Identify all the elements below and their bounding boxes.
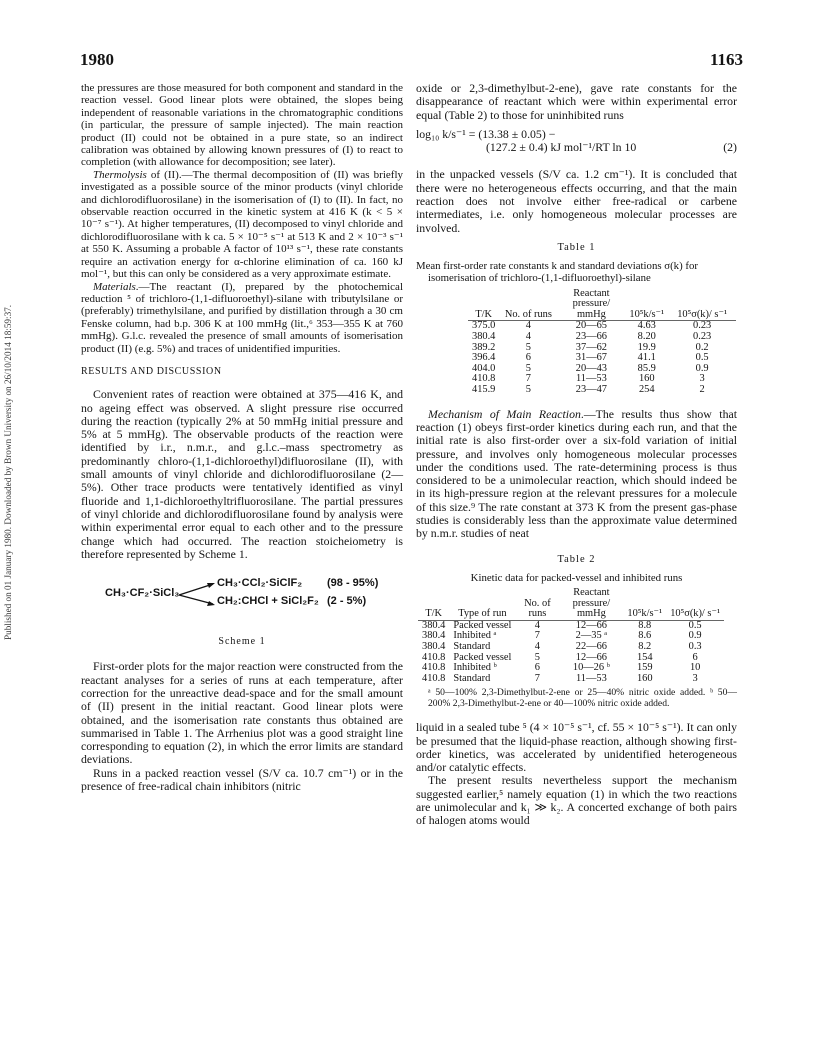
scheme-label: Scheme 1 bbox=[218, 636, 266, 648]
scheme-reactant: CH₃·CF₂·SiCl₃ bbox=[105, 587, 180, 600]
table-cell: Packed vessel bbox=[453, 619, 512, 631]
paragraph-convenient-rates: Convenient rates of reaction were obtained at 375—416 K, and no ageing effect was observed. A slight pressure rise occurred during the reaction (typically 2% at 50 mmHg initial pressure and 5% at 5 mmHg). The observable products of the reaction were identified by i.r., n.m.r., and g.l.c.–mass spectrometry as predominantly chloro-(1,1-dichloroethyl)difluorosilane (II), with small amounts of vinyl chloride and dichlorodifluorosilane (2—5%). Other trace products were tentatively identified as vinyl fluoride and 1,1-dichloroethyltrifluorosilane. The partial pressures of vinyl chloride and dichlorodifluorosilane found by analysis were within experimental error equal to each other and to the pressure change which had occurred. The reaction stoicheiometry is therefore represented by Scheme 1. bbox=[81, 387, 403, 561]
table2-body bbox=[418, 620, 724, 684]
table2-header: No. of runs bbox=[515, 588, 559, 620]
table-cell: 415.9 bbox=[472, 384, 496, 396]
table-cell: 5 bbox=[534, 651, 540, 663]
scheme-yield-main: (98 - 95%) bbox=[327, 577, 379, 590]
table-cell: 160 bbox=[638, 373, 655, 385]
table-cell: 4 bbox=[534, 619, 540, 631]
table2-header: 10⁵σ(k)/ s⁻¹ bbox=[666, 588, 724, 620]
table-cell: 8.6 bbox=[638, 630, 652, 642]
table-cell: 6 bbox=[534, 662, 540, 674]
arrhenius-equation bbox=[416, 128, 737, 155]
table-cell: 0.9 bbox=[695, 362, 709, 374]
table2-header: Type of run bbox=[449, 588, 515, 620]
table-cell: 22—66 bbox=[575, 641, 607, 653]
table-cell: 0.3 bbox=[688, 641, 702, 653]
paragraph-conclusion: in the unpacked vessels (S/V ca. 1.2 cm⁻¹). It is concluded that there were no heterogeneous effects occurring, and that the main reaction does not involve either free-radical or carbene intermediates, i.e. only homogeneous molecular processes are involved. bbox=[416, 167, 737, 235]
paragraph-packed-runs: Runs in a packed reaction vessel (S/V ca. 10.7 cm⁻¹) or in the presence of free-radical chain inhibitors (nitric bbox=[81, 765, 403, 794]
table1-header: No. of runs bbox=[499, 289, 557, 321]
table-row bbox=[418, 674, 724, 685]
table-cell: 380.4 bbox=[422, 641, 446, 653]
table1-header: 10⁵σ(k)/ s⁻¹ bbox=[668, 289, 736, 321]
table-cell: 0.5 bbox=[695, 352, 709, 364]
table1-title: Table 1 bbox=[557, 241, 596, 253]
table-cell: 380.4 bbox=[472, 331, 496, 343]
table-cell: 41.1 bbox=[637, 352, 656, 364]
table-cell: 0.5 bbox=[688, 619, 702, 631]
table-cell: 3 bbox=[699, 373, 705, 385]
table-cell: 7 bbox=[534, 630, 540, 642]
table-cell: 8.2 bbox=[638, 641, 652, 653]
table2-header: T/K bbox=[418, 588, 449, 620]
table-cell: 0.2 bbox=[695, 341, 709, 353]
scheme-product-main: CH₃·CCl₂·SiClF₂ bbox=[217, 577, 303, 590]
table1-header: 10⁵k/s⁻¹ bbox=[625, 289, 668, 321]
table-cell: 4 bbox=[525, 320, 531, 332]
download-watermark-text: Published on 01 January 1980. Downloaded by Brown University on 26/10/2014 18:59:37. bbox=[3, 304, 13, 640]
table1-caption: Mean first-order rate constants k and standard deviations σ(k) for isomerisation of trichloro-(1,1-difluoroethyl)-silane bbox=[416, 260, 698, 285]
equation-number: (2) bbox=[723, 140, 737, 155]
table-cell: 375.0 bbox=[472, 320, 496, 332]
table1 bbox=[468, 289, 736, 396]
paragraph-materials bbox=[81, 281, 403, 355]
table-cell: 6 bbox=[525, 352, 531, 364]
table-cell: 410.8 bbox=[422, 672, 446, 684]
left-column bbox=[81, 82, 403, 793]
table-cell: 11—53 bbox=[575, 672, 607, 684]
thermolysis-heading: Thermolysis bbox=[93, 168, 147, 181]
table-cell: 37—62 bbox=[575, 341, 607, 353]
table-cell: 20—65 bbox=[575, 320, 607, 332]
table2 bbox=[418, 588, 724, 684]
table2-header: 10⁵k/s⁻¹ bbox=[623, 588, 666, 620]
table-cell: 85.9 bbox=[637, 362, 656, 374]
table-cell: 23—66 bbox=[575, 331, 607, 343]
table-cell: 410.8 bbox=[422, 662, 446, 674]
table-cell: Standard bbox=[453, 672, 491, 684]
table-cell: 404.0 bbox=[472, 362, 496, 374]
materials-body: .—The reactant (I), prepared by the photochemical reduction ⁵ of trichloro-(1,1-difluoroethyl)-silane with tributylsilane or (preferably) trimethylsilane, and purified by distillation through a 30 cm Fenske column, had b.p. 306 K at 100 mmHg (lit.,⁶ 353—355 K at 760 mmHg). G.l.c. revealed the presence of small amounts of isomerisation product (II) (e.g. 5%) and traces of unidentified impurities. bbox=[81, 280, 403, 355]
table-cell: 5 bbox=[525, 384, 531, 396]
table-cell: 3 bbox=[692, 672, 698, 684]
table-cell: 0.23 bbox=[693, 331, 712, 343]
table-cell: 4 bbox=[525, 331, 531, 343]
mechanism-heading: Mechanism of Main Reaction bbox=[428, 406, 581, 421]
table-cell: 5 bbox=[525, 362, 531, 374]
table-cell: 6 bbox=[692, 651, 698, 663]
table-cell: 4 bbox=[534, 641, 540, 653]
table-cell: 10—26 ᵇ bbox=[572, 662, 610, 674]
right-column bbox=[416, 82, 737, 828]
section-heading: RESULTS AND DISCUSSION bbox=[81, 365, 222, 377]
table-cell: 11—53 bbox=[575, 373, 607, 385]
table-cell: 5 bbox=[525, 341, 531, 353]
table-cell: 154 bbox=[636, 651, 653, 663]
table-cell: Inhibited ᵇ bbox=[453, 662, 497, 674]
paragraph-liquid-phase: liquid in a sealed tube ⁵ (4 × 10⁻⁵ s⁻¹, cf. 55 × 10⁻⁵ s⁻¹). It can only be presumed that the liquid-phase reaction, although showing first-order kinetics, was accelerated by unidentified heterogeneous and/or catalytic effects. bbox=[416, 720, 737, 775]
table2-caption: Kinetic data for packed-vessel and inhibited runs bbox=[470, 571, 683, 584]
scheme-yield-minor: (2 - 5%) bbox=[327, 595, 367, 608]
table-cell: Packed vessel bbox=[453, 651, 512, 663]
table-cell: 410.8 bbox=[422, 651, 446, 663]
table-cell: Standard bbox=[453, 641, 491, 653]
table-cell: 12—66 bbox=[575, 651, 607, 663]
table-cell: 2—35 ᵃ bbox=[575, 630, 608, 642]
table2-footnote: ᵃ 50—100% 2,3-Dimethylbut-2-ene or 25—40% nitric oxide added. ᵇ 50—200% 2,3-Dimethylbut-2-ene or 40—100% nitric oxide added. bbox=[428, 687, 737, 709]
table-cell: 410.8 bbox=[472, 373, 496, 385]
table-cell: 380.4 bbox=[422, 630, 446, 642]
table-cell: 12—66 bbox=[575, 619, 607, 631]
table-cell: 31—67 bbox=[575, 352, 607, 364]
paragraph-inhibited-runs: oxide or 2,3-dimethylbut-2-ene), gave rate constants for the disappearance of reactant which were within experimental error equal (Table 2) to those for uninhibited runs bbox=[416, 81, 737, 122]
table-cell: 2 bbox=[699, 384, 705, 396]
table-cell: 20—43 bbox=[575, 362, 607, 374]
table-cell: 7 bbox=[525, 373, 531, 385]
equation-line-1: log₁₀ k/s⁻¹ = (13.38 ± 0.05) − bbox=[416, 126, 556, 141]
materials-heading: Materials bbox=[93, 280, 136, 293]
table-row bbox=[468, 385, 736, 396]
table-cell: 396.4 bbox=[472, 352, 496, 364]
mechanism-body: .—The results thus show that reaction (1) obeys first-order kinetics during each run, and that the initial rate is also first-order over a six-fold variation of initial pressure, and involves only homogeneous molecular processes under the conditions used. The rate-determining process is thus considered to be a unimolecular reaction, which should indeed be in its high-pressure region at the relevant pressures for a molecule of this size.⁹ The rate constant at 373 K from the present gas-phase studies is considerably less than the approximate value determined by n.m.r. studies of neat bbox=[416, 406, 737, 541]
scheme-arrows bbox=[177, 575, 217, 615]
table2-header: Reactant pressure/ mmHg bbox=[559, 588, 623, 620]
paragraph-mechanism-support: The present results nevertheless support the mechanism suggested earlier,⁵ namely equation (1) in which the two reactions are unimolecular and k₁ ≫ k₂. A concerted exchange of both pairs of halogen atoms would bbox=[416, 773, 737, 828]
thermolysis-body: of (II).—The thermal decomposition of (II) was briefly investigated as a possible source of the minor products (vinyl chloride and dichlorodifluorosilane) in the isomerisation of (I) to (II). In fact, no observable reaction occurred in the kinetic system at 416 K (k < 5 × 10⁻⁷ s⁻¹). At higher temperatures, (II) decomposed to vinyl chloride and dichlorodifluorosilane with k ca. 5 × 10⁻⁵ s⁻¹ at 513 K and 2 × 10⁻³ s⁻¹ at 550 K. Assuming a probable A factor of 10¹³ s⁻¹, these rate constants require an activation energy for α-chlorine elimination of ca. 160 kJ mol⁻¹, but this can only be considered as a very approximate estimate. bbox=[81, 168, 403, 281]
table-cell: 0.23 bbox=[693, 320, 712, 332]
table-cell: 10 bbox=[689, 662, 701, 674]
paragraph-first-order-plots: First-order plots for the major reaction were constructed from the reactant analyses for a series of runs at each temperature, after correction for the unreactive dead-space and for the small amount of (II) present in the initial reactant. Good linear plots were obtained, and the isomerisation rate constants thus obtained are summarised in Table 1. The Arrhenius plot was a good straight line corresponding to equation (2), in which the error limits are standard deviations. bbox=[81, 659, 403, 767]
paragraph-thermolysis bbox=[81, 169, 403, 281]
table-cell: 7 bbox=[534, 672, 540, 684]
paragraph-pressures: the pressures are those measured for both component and standard in the reaction vessel. Good linear plots were obtained, the slopes being independent of reasonable variations in the chromatographic conditions (in particular, the pressure of sample injected). The main reaction product (II) could not be obtained in a pure state, so an indirect calibration was obtained by allowing known pressures of (I) to react to completion (with allowance for decomposition; see later). bbox=[81, 82, 403, 169]
page-number: 1163 bbox=[709, 50, 743, 69]
table-cell: 159 bbox=[636, 662, 653, 674]
equation-line-2: (127.2 ± 0.4) kJ mol⁻¹/RT ln 10 bbox=[486, 140, 637, 155]
table-cell: 389.2 bbox=[472, 341, 496, 353]
table-cell: 0.9 bbox=[688, 630, 702, 642]
table-cell: 19.9 bbox=[637, 341, 656, 353]
table-cell: 160 bbox=[636, 672, 653, 684]
table-cell: 254 bbox=[638, 384, 655, 396]
table-cell: 4.63 bbox=[637, 320, 656, 332]
paragraph-mechanism bbox=[416, 408, 737, 541]
table-cell: 380.4 bbox=[422, 619, 446, 631]
table-cell: 8.8 bbox=[638, 619, 652, 631]
table-cell: 23—47 bbox=[575, 384, 607, 396]
table1-header: Reactant pressure/ mmHg bbox=[557, 289, 625, 321]
journal-year: 1980 bbox=[80, 50, 114, 69]
table-cell: 8.20 bbox=[637, 331, 656, 343]
table1-header: T/K bbox=[468, 289, 499, 321]
table2-title: Table 2 bbox=[557, 553, 596, 565]
download-watermark bbox=[2, 210, 16, 640]
scheme-product-minor: CH₂:CHCl + SiCl₂F₂ bbox=[217, 595, 319, 608]
table-cell: Inhibited ᵃ bbox=[453, 630, 497, 642]
table1-body bbox=[468, 321, 736, 396]
reaction-scheme bbox=[81, 571, 403, 629]
